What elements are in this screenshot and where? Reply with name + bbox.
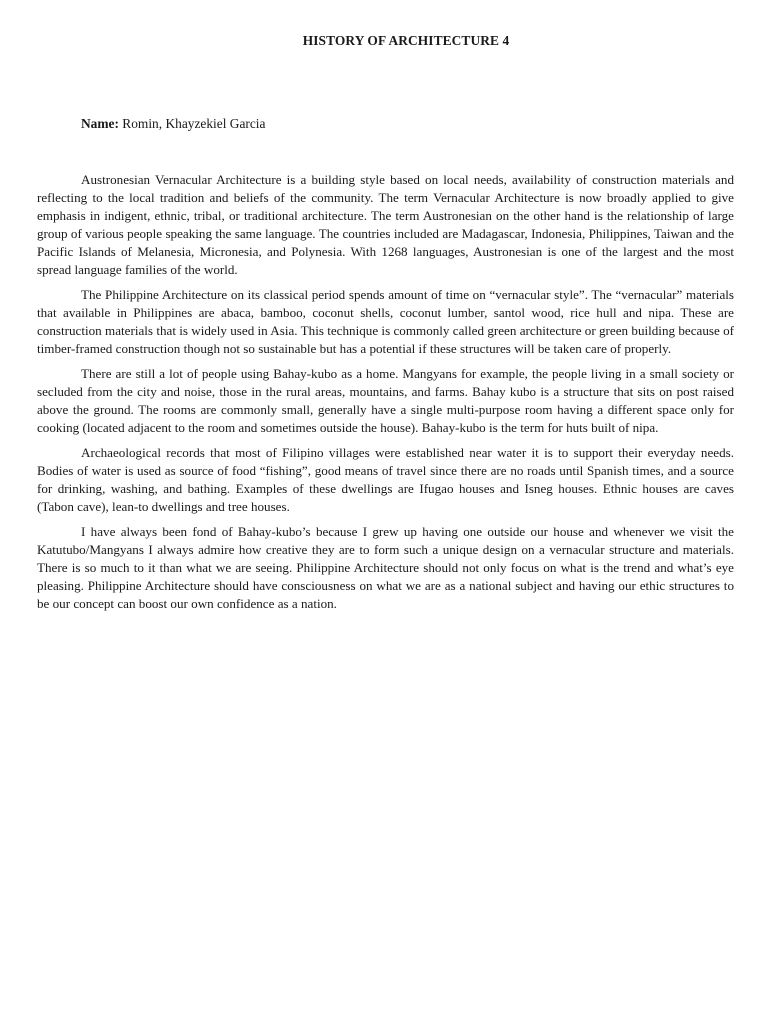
- paragraph-bahay-kubo: There are still a lot of people using Bahay-kubo as a home. Mangyans for example, the people living in a small society or secluded from the city and noise, those in the rural areas, mountains, and farms. Bahay kubo is a structure that sits on post raised above the ground. The rooms are commonly small, generally have a single multi-purpose room having a different space only for cooking (located adjacent to the room and sometimes outside the house). Bahay-kubo is the term for huts built of nipa.: [37, 366, 734, 435]
- document-title: HISTORY OF ARCHITECTURE 4: [302, 33, 510, 48]
- author-name-line: [81, 116, 265, 132]
- paragraph-personal-reflection: I have always been fond of Bahay-kubo’s because I grew up having one outside our house and whenever we visit the Katutubo/Mangyans I always admire how creative they are to form such a unique design on a vernacular structure and materials. There is so much to it than what we are seeing. Philippine Architecture should not only focus on what is the trend and what’s eye pleasing. Philippine Architecture should have consciousness on what we are as a national subject and having our ethic structures to be our concept can boost our own confidence as a nation.: [37, 524, 734, 611]
- paragraph-austronesian-vernacular: Austronesian Vernacular Architecture is a building style based on local needs, availability of construction materials and reflecting to the local tradition and beliefs of the community. The term Vernacular Architecture is now broadly applied to give emphasis in indigent, ethnic, tribal, or traditional architecture. The term Austronesian on the other hand is the relationship of large group of various people speaking the same language. The countries included are Madagascar, Indonesia, Philippines, Taiwan and the Pacific Islands of Melanesia, Micronesia, and Polynesia. With 1268 languages, Austronesian is one of the largest and the most spread language families of the world.: [37, 172, 734, 277]
- name-label: Name:: [81, 116, 119, 131]
- document-body: [37, 171, 734, 620]
- paragraph-archaeological-records: Archaeological records that most of Filipino villages were established near water it is to support their everyday needs. Bodies of water is used as source of food “fishing”, good means of travel since there are no roads until Spanish times, and a source for drinking, washing, and bathing. Examples of these dwellings are Ifugao houses and Isneg houses. Ethnic houses are caves (Tabon cave), lean-to dwellings and tree houses.: [37, 445, 734, 514]
- paragraph-philippine-architecture: The Philippine Architecture on its classical period spends amount of time on “vernacular style”. The “vernacular” materials that available in Philippines are abaca, bamboo, coconut shells, coconut lumber, santol wood, rice hull and nipa. These are construction materials that is widely used in Asia. This technique is commonly called green architecture or green building because of timber-framed construction though not so sustainable but has a potential if these structures will be taken care of properly.: [37, 287, 734, 356]
- author-name: Romin, Khayzekiel Garcia: [122, 116, 266, 131]
